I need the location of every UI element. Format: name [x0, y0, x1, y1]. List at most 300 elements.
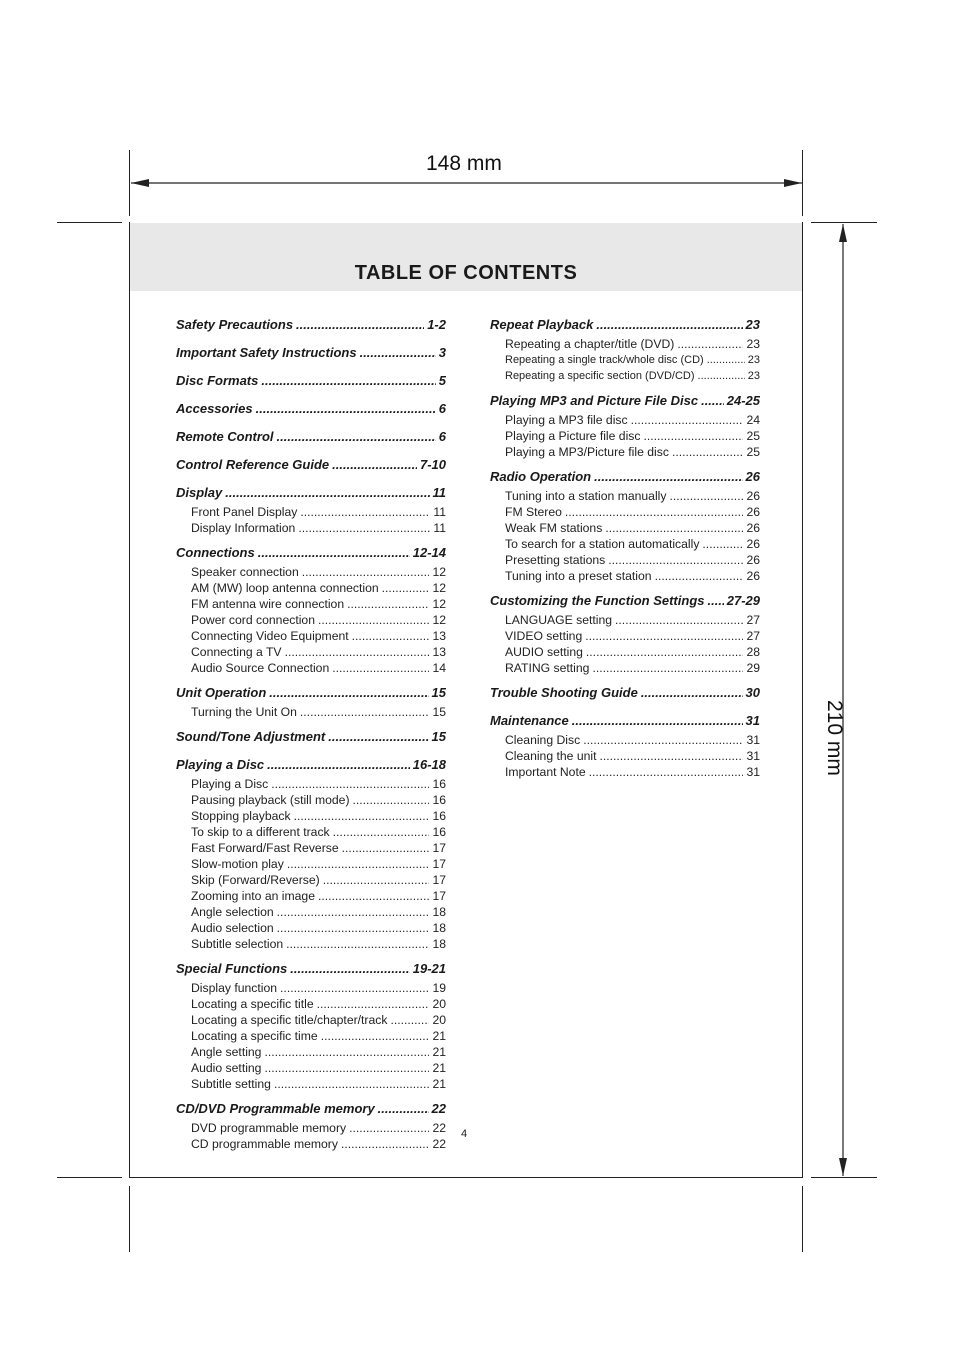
toc-section — [176, 682, 446, 720]
leader-dots — [585, 628, 743, 644]
toc-section-heading[interactable] — [176, 482, 446, 504]
toc-entry-page: 26 — [746, 553, 760, 567]
toc-heading-label: Control Reference Guide — [176, 457, 330, 472]
toc-heading-pages: 19-21 — [412, 961, 446, 976]
toc-entry-label: Playing a MP3 file disc — [505, 413, 628, 427]
toc-section — [176, 726, 446, 748]
toc-entry-page: 26 — [746, 521, 760, 535]
toc-heading-label: Display — [176, 485, 223, 500]
toc-entry[interactable] — [176, 996, 446, 1012]
toc-entry[interactable] — [176, 1028, 446, 1044]
toc-heading-pages: 6 — [438, 429, 446, 444]
leader-dots — [274, 1076, 429, 1092]
toc-entry[interactable] — [490, 368, 760, 384]
toc-entry-label: AM (MW) loop antenna connection — [191, 581, 379, 595]
leader-dots — [565, 504, 744, 520]
toc-entry-page: 21 — [432, 1077, 446, 1091]
toc-heading-label: Special Functions — [176, 961, 288, 976]
toc-entry-label: Connecting Video Equipment — [191, 629, 349, 643]
toc-heading-pages: 1-2 — [427, 317, 446, 332]
toc-entry[interactable] — [490, 428, 760, 444]
leader-dots — [318, 612, 429, 628]
toc-entry-page: 11 — [433, 521, 446, 535]
toc-heading-pages: 16-18 — [412, 757, 446, 772]
toc-entry[interactable] — [176, 660, 446, 676]
leader-dots — [280, 980, 429, 996]
leader-dots — [708, 590, 724, 612]
toc-heading-pages: 30 — [745, 685, 760, 700]
toc-entry-page: 17 — [432, 873, 446, 887]
toc-entry[interactable] — [490, 444, 760, 460]
toc-section — [176, 342, 446, 364]
leader-dots — [672, 444, 744, 460]
toc-section — [176, 754, 446, 952]
toc-entry-page: 12 — [432, 613, 446, 627]
toc-heading-label: Radio Operation — [490, 469, 592, 484]
leader-dots — [698, 368, 745, 384]
toc-section — [176, 542, 446, 676]
leader-dots — [707, 352, 745, 368]
leader-dots — [264, 1060, 429, 1076]
toc-heading-label: Maintenance — [490, 713, 569, 728]
toc-entry-page: 20 — [432, 997, 446, 1011]
leader-dots — [382, 580, 430, 596]
toc-section-heading[interactable] — [490, 314, 760, 336]
leader-dots — [256, 398, 436, 420]
toc-heading-label: Playing MP3 and Picture File Disc — [490, 393, 699, 408]
leader-dots — [701, 390, 724, 412]
toc-heading-pages: 24-25 — [726, 393, 760, 408]
leader-dots — [349, 1120, 429, 1136]
toc-heading-pages: 31 — [745, 713, 760, 728]
toc-section-heading[interactable] — [176, 726, 446, 748]
toc-entry-page: 26 — [746, 569, 760, 583]
toc-entry-page: 11 — [433, 505, 446, 519]
toc-entry[interactable] — [176, 1136, 446, 1152]
toc-section-heading[interactable] — [490, 466, 760, 488]
toc-heading-pages: 27-29 — [726, 593, 760, 608]
toc-section-heading[interactable] — [176, 398, 446, 420]
toc-entry-page: 13 — [432, 645, 446, 659]
toc-heading-label: Playing a Disc — [176, 757, 265, 772]
toc-entry-page: 25 — [746, 429, 760, 443]
toc-heading-pages: 23 — [745, 317, 760, 332]
toc-entry[interactable] — [176, 580, 446, 596]
toc-entry[interactable] — [176, 856, 446, 872]
toc-entry-label: Playing a MP3/Picture file disc — [505, 445, 669, 459]
leader-dots — [390, 1012, 429, 1028]
toc-entry[interactable] — [490, 504, 760, 520]
leader-dots — [594, 466, 742, 488]
toc-entry[interactable] — [490, 732, 760, 748]
toc-section-heading[interactable] — [176, 454, 446, 476]
toc-entry-label: Weak FM stations — [505, 521, 603, 535]
toc-entry[interactable] — [176, 872, 446, 888]
leader-dots — [669, 488, 743, 504]
toc-heading-label: Safety Precautions — [176, 317, 294, 332]
leader-dots — [353, 792, 430, 808]
toc-entry-page: 20 — [432, 1013, 446, 1027]
toc-entry[interactable] — [490, 612, 760, 628]
toc-entry-label: Subtitle selection — [191, 937, 284, 951]
page-number: 4 — [461, 1128, 468, 1140]
toc-entry-label: Locating a specific title — [191, 997, 314, 1011]
toc-heading-label: Remote Control — [176, 429, 274, 444]
toc-section — [176, 454, 446, 476]
page-border-right — [802, 222, 803, 1178]
leader-dots — [608, 552, 743, 568]
toc-entry-page: 28 — [746, 645, 760, 659]
toc-entry[interactable] — [176, 628, 446, 644]
leader-dots — [317, 996, 430, 1012]
toc-entry-label: Locating a specific time — [191, 1029, 318, 1043]
toc-entry[interactable] — [176, 1076, 446, 1092]
toc-entry-page: 13 — [432, 629, 446, 643]
toc-entry-label: Display function — [191, 981, 278, 995]
toc-section — [176, 426, 446, 448]
toc-entry-page: 22 — [432, 1121, 446, 1135]
leader-dots — [302, 564, 430, 580]
leader-dots — [318, 888, 429, 904]
toc-entry[interactable] — [490, 660, 760, 676]
leader-dots — [586, 644, 744, 660]
leader-dots — [285, 644, 430, 660]
leader-dots — [277, 426, 436, 448]
toc-entry-page: 18 — [432, 937, 446, 951]
toc-entry-page: 25 — [746, 445, 760, 459]
toc-entry-label: RATING setting — [505, 661, 590, 675]
toc-entry-label: Cleaning Disc — [505, 733, 581, 747]
crop-mark-bottom-left-horizontal — [57, 1177, 122, 1178]
toc-entry-page: 12 — [432, 565, 446, 579]
leader-dots — [269, 682, 428, 704]
toc-entry-page: 18 — [432, 921, 446, 935]
toc-entry-page: 26 — [746, 537, 760, 551]
leader-dots — [225, 482, 429, 504]
toc-entry-page: 31 — [746, 749, 760, 763]
toc-entry[interactable] — [176, 888, 446, 904]
toc-heading-label: Unit Operation — [176, 685, 267, 700]
toc-section — [176, 482, 446, 536]
leader-dots — [277, 920, 430, 936]
toc-entry-page: 23 — [747, 354, 760, 366]
leader-dots — [261, 370, 435, 392]
leader-dots — [599, 748, 743, 764]
toc-entry[interactable] — [176, 704, 446, 720]
toc-entry-label: Playing a Picture file disc — [505, 429, 641, 443]
toc-entry-page: 16 — [432, 777, 446, 791]
leader-dots — [258, 542, 410, 564]
toc-entry-page: 21 — [432, 1061, 446, 1075]
toc-entry-label: Skip (Forward/Reverse) — [191, 873, 320, 887]
toc-entry[interactable] — [490, 412, 760, 428]
toc-entry[interactable] — [490, 568, 760, 584]
toc-entry[interactable] — [176, 904, 446, 920]
toc-section-heading[interactable] — [176, 958, 446, 980]
toc-entry[interactable] — [490, 628, 760, 644]
leader-dots — [277, 904, 430, 920]
toc-entry[interactable] — [176, 980, 446, 996]
toc-heading-label: CD/DVD Programmable memory — [176, 1101, 375, 1116]
page-border-left — [129, 222, 130, 1178]
toc-entry[interactable] — [176, 520, 446, 536]
toc-section-heading[interactable] — [176, 542, 446, 564]
width-dimension-arrow — [129, 176, 804, 190]
leader-dots — [341, 1136, 429, 1152]
toc-section-heading[interactable] — [176, 426, 446, 448]
toc-entry-page: 16 — [432, 793, 446, 807]
toc-entry-page: 17 — [432, 889, 446, 903]
leader-dots — [605, 520, 743, 536]
leader-dots — [347, 596, 429, 612]
leader-dots — [631, 412, 744, 428]
toc-entry[interactable] — [176, 612, 446, 628]
toc-entry-label: Audio Source Connection — [191, 661, 330, 675]
toc-entry-label: Pausing playback (still mode) — [191, 793, 350, 807]
toc-entry-page: 27 — [746, 629, 760, 643]
leader-dots — [360, 342, 436, 364]
toc-entry-label: Audio selection — [191, 921, 274, 935]
toc-heading-label: Trouble Shooting Guide — [490, 685, 638, 700]
toc-entry-label: Repeating a chapter/title (DVD) — [505, 337, 675, 351]
toc-entry-page: 22 — [432, 1137, 446, 1151]
leader-dots — [583, 732, 743, 748]
toc-entry[interactable] — [176, 596, 446, 612]
toc-entry[interactable] — [490, 352, 760, 368]
toc-entry-page: 16 — [432, 809, 446, 823]
leader-dots — [592, 660, 743, 676]
page-border-bottom — [129, 1177, 803, 1178]
toc-entry[interactable] — [176, 1060, 446, 1076]
toc-entry-label: Repeating a single track/whole disc (CD) — [505, 354, 704, 366]
leader-dots — [615, 612, 743, 628]
toc-entry[interactable] — [176, 504, 446, 520]
toc-entry-page: 19 — [432, 981, 446, 995]
crop-mark-bottom-right-vertical — [802, 1186, 803, 1252]
toc-entry[interactable] — [490, 644, 760, 660]
toc-entry-label: Turning the Unit On — [191, 705, 297, 719]
toc-entry-page: 17 — [432, 857, 446, 871]
toc-section-heading[interactable] — [490, 390, 760, 412]
toc-entry-label: FM antenna wire connection — [191, 597, 345, 611]
leader-dots — [655, 568, 744, 584]
leader-dots — [352, 628, 430, 644]
leader-dots — [264, 1044, 429, 1060]
toc-section-heading[interactable] — [176, 754, 446, 776]
toc-entry-label: Slow-motion play — [191, 857, 284, 871]
toc-entry-label: Playing a Disc — [191, 777, 269, 791]
toc-entry-page: 12 — [432, 597, 446, 611]
page-title: TABLE OF CONTENTS — [354, 262, 578, 284]
toc-entry[interactable] — [490, 520, 760, 536]
toc-entry[interactable] — [176, 936, 446, 952]
toc-entry-page: 26 — [746, 505, 760, 519]
toc-section — [490, 390, 760, 460]
toc-entry[interactable] — [176, 840, 446, 856]
toc-entry-label: Fast Forward/Fast Reverse — [191, 841, 339, 855]
toc-entry-label: CD programmable memory — [191, 1137, 338, 1151]
toc-entry-label: Connecting a TV — [191, 645, 282, 659]
leader-dots — [290, 958, 410, 980]
toc-entry-label: AUDIO setting — [505, 645, 583, 659]
toc-entry-label: Locating a specific title/chapter/track — [191, 1013, 388, 1027]
toc-heading-label: Important Safety Instructions — [176, 345, 357, 360]
toc-entry[interactable] — [176, 1012, 446, 1028]
toc-section-heading[interactable] — [176, 370, 446, 392]
toc-section — [176, 314, 446, 336]
toc-heading-pages: 26 — [745, 469, 760, 484]
toc-entry-label: Display Information — [191, 521, 296, 535]
toc-heading-pages: 11 — [432, 485, 446, 500]
toc-section — [176, 370, 446, 392]
toc-heading-pages: 12-14 — [412, 545, 446, 560]
toc-entry[interactable] — [490, 748, 760, 764]
toc-entry[interactable] — [176, 564, 446, 580]
toc-heading-pages: 22 — [431, 1101, 446, 1116]
toc-section — [490, 590, 760, 676]
toc-entry-label: Important Note — [505, 765, 586, 779]
toc-section — [490, 314, 760, 384]
toc-right-column — [490, 314, 760, 786]
toc-entry[interactable] — [176, 824, 446, 840]
toc-entry-label: Subtitle setting — [191, 1077, 271, 1091]
toc-section-heading[interactable] — [176, 1098, 446, 1120]
toc-entry-page: 21 — [432, 1029, 446, 1043]
leader-dots — [596, 314, 742, 336]
toc-entry-label: Angle setting — [191, 1045, 262, 1059]
height-label: 210 mm — [823, 700, 846, 776]
toc-section-heading[interactable] — [490, 590, 760, 612]
leader-dots — [332, 660, 429, 676]
toc-entry[interactable] — [490, 336, 760, 352]
toc-section-heading[interactable] — [176, 314, 446, 336]
toc-entry-page: 26 — [746, 489, 760, 503]
toc-heading-label: Accessories — [176, 401, 253, 416]
toc-entry-page: 15 — [432, 705, 446, 719]
toc-section — [176, 1098, 446, 1152]
toc-entry-label: Speaker connection — [191, 565, 299, 579]
toc-entry-page: 12 — [432, 581, 446, 595]
toc-heading-pages: 15 — [431, 685, 446, 700]
toc-section-heading[interactable] — [176, 342, 446, 364]
toc-entry-label: Tuning into a preset station — [505, 569, 652, 583]
toc-entry-label: Zooming into an image — [191, 889, 315, 903]
toc-entry[interactable] — [490, 764, 760, 780]
leader-dots — [321, 1028, 430, 1044]
toc-entry[interactable] — [490, 552, 760, 568]
toc-entry-page: 29 — [746, 661, 760, 675]
toc-entry-label: Tuning into a station manually — [505, 489, 667, 503]
toc-entry[interactable] — [176, 1044, 446, 1060]
toc-entry-label: Angle selection — [191, 905, 274, 919]
toc-entry[interactable] — [176, 920, 446, 936]
leader-dots — [643, 428, 743, 444]
crop-mark-top-left-horizontal — [57, 222, 122, 223]
toc-entry-page: 24 — [746, 413, 760, 427]
toc-entry-label: VIDEO setting — [505, 629, 583, 643]
toc-heading-label: Customizing the Function Settings — [490, 593, 705, 608]
toc-entry-page: 23 — [747, 370, 760, 382]
leader-dots — [296, 314, 424, 336]
toc-heading-pages: 3 — [438, 345, 446, 360]
leader-dots — [323, 872, 430, 888]
leader-dots — [271, 776, 429, 792]
toc-section-heading[interactable] — [176, 682, 446, 704]
toc-heading-label: Repeat Playback — [490, 317, 594, 332]
toc-section — [176, 398, 446, 420]
toc-entry-page: 21 — [432, 1045, 446, 1059]
toc-entry-label: Repeating a specific section (DVD/CD) — [505, 370, 695, 382]
toc-entry[interactable] — [176, 644, 446, 660]
toc-entry-label: Stopping playback — [191, 809, 291, 823]
toc-entry-page: 31 — [746, 733, 760, 747]
toc-section-heading[interactable] — [490, 682, 760, 704]
leader-dots — [333, 824, 430, 840]
toc-section — [490, 682, 760, 704]
leader-dots — [328, 726, 428, 748]
toc-entry-label: Presetting stations — [505, 553, 606, 567]
toc-entry[interactable] — [176, 808, 446, 824]
leader-dots — [287, 856, 430, 872]
leader-dots — [267, 754, 410, 776]
leader-dots — [294, 808, 430, 824]
toc-entry-page: 23 — [746, 337, 760, 351]
leader-dots — [589, 764, 744, 780]
toc-entry-label: To search for a station automatically — [505, 537, 700, 551]
leader-dots — [702, 536, 743, 552]
leader-dots — [286, 936, 429, 952]
toc-heading-label: Sound/Tone Adjustment — [176, 729, 326, 744]
toc-entry-page: 18 — [432, 905, 446, 919]
toc-entry[interactable] — [176, 776, 446, 792]
toc-entry[interactable] — [490, 488, 760, 504]
toc-entry-page: 17 — [432, 841, 446, 855]
toc-entry-label: Power cord connection — [191, 613, 315, 627]
toc-entry-page: 27 — [746, 613, 760, 627]
toc-entry[interactable] — [490, 536, 760, 552]
leader-dots — [378, 1098, 429, 1120]
toc-heading-label: Connections — [176, 545, 255, 560]
toc-entry-page: 16 — [432, 825, 446, 839]
toc-heading-pages: 5 — [438, 373, 446, 388]
leader-dots — [572, 710, 743, 732]
toc-heading-pages: 7-10 — [419, 457, 446, 472]
leader-dots — [300, 704, 430, 720]
leader-dots — [298, 520, 430, 536]
toc-entry-label: Audio setting — [191, 1061, 262, 1075]
leader-dots — [342, 840, 430, 856]
toc-entry-label: To skip to a different track — [191, 825, 330, 839]
toc-entry-page: 14 — [432, 661, 446, 675]
toc-entry-label: Cleaning the unit — [505, 749, 597, 763]
toc-entry-label: DVD programmable memory — [191, 1121, 347, 1135]
toc-left-column — [176, 314, 446, 1158]
toc-section — [490, 466, 760, 584]
toc-entry-label: LANGUAGE setting — [505, 613, 613, 627]
toc-heading-pages: 15 — [431, 729, 446, 744]
leader-dots — [300, 504, 430, 520]
toc-entry-page: 31 — [746, 765, 760, 779]
toc-heading-pages: 6 — [438, 401, 446, 416]
toc-entry[interactable] — [176, 792, 446, 808]
toc-section — [176, 958, 446, 1092]
width-label: 148 mm — [426, 152, 502, 175]
toc-heading-label: Disc Formats — [176, 373, 259, 388]
toc-entry-label: Front Panel Display — [191, 505, 298, 519]
leader-dots — [332, 454, 417, 476]
toc-section-heading[interactable] — [490, 710, 760, 732]
toc-entry[interactable] — [176, 1120, 446, 1136]
